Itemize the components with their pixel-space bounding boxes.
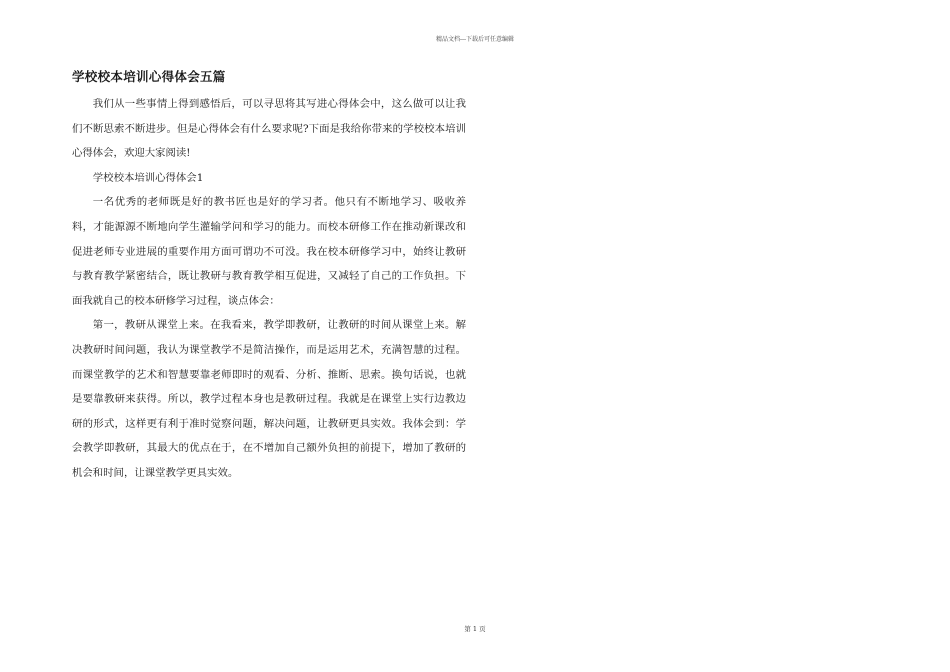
header-note: 精品文档---下载后可任意编辑 bbox=[435, 36, 515, 43]
body-paragraph: 一名优秀的老师既是好的教书匠也是好的学习者。他只有不断地学习、吸收养料，才能源源不断地向学生灌输学问和学习的能力。而校本研修工作在推动新课改和促进老师专业进展的重要作用方面可谓功不可没。我在校本研修学习中，始终让教研与教育教学紧密结合，既让教研与教育教学相互促进，又减轻了自己的工作负担。下面我就自己的校本研修学习过程，谈点体会： bbox=[72, 196, 466, 307]
body-paragraph: 第一，教研从课堂上来。在我看来，教学即教研，让教研的时间从课堂上来。解决教研时间问题，我认为课堂教学不是简洁操作，而是运用艺术，充满智慧的过程。而课堂教学的艺术和智慧要靠老师即时的观看、分析、推断、思索。换句话说，也就是要靠教研来获得。所以，教学过程本身也是教研过程。我就是在课堂上实行边教边研的形式，这样更有利于准时觉察问题，解决问题，让教研更具实效。我体会到：学会教学即教研，其最大的优点在于，在不增加自己额外负担的前提下，增加了教研的机会和时间，让课堂教学更具实效。 bbox=[72, 319, 466, 479]
intro-paragraph: 我们从一些事情上得到感悟后，可以寻思将其写进心得体会中，这么做可以让我们不断思索不断进步。但是心得体会有什么要求呢?下面是我给你带来的学校校本培训心得体会，欢迎大家阅读! bbox=[72, 98, 466, 160]
page-number: 第 1 页 bbox=[464, 625, 486, 633]
document-title: 学校校本培训心得体会五篇 bbox=[72, 69, 226, 84]
section-heading: 学校校本培训心得体会1 bbox=[92, 171, 204, 184]
document-body bbox=[72, 92, 466, 486]
